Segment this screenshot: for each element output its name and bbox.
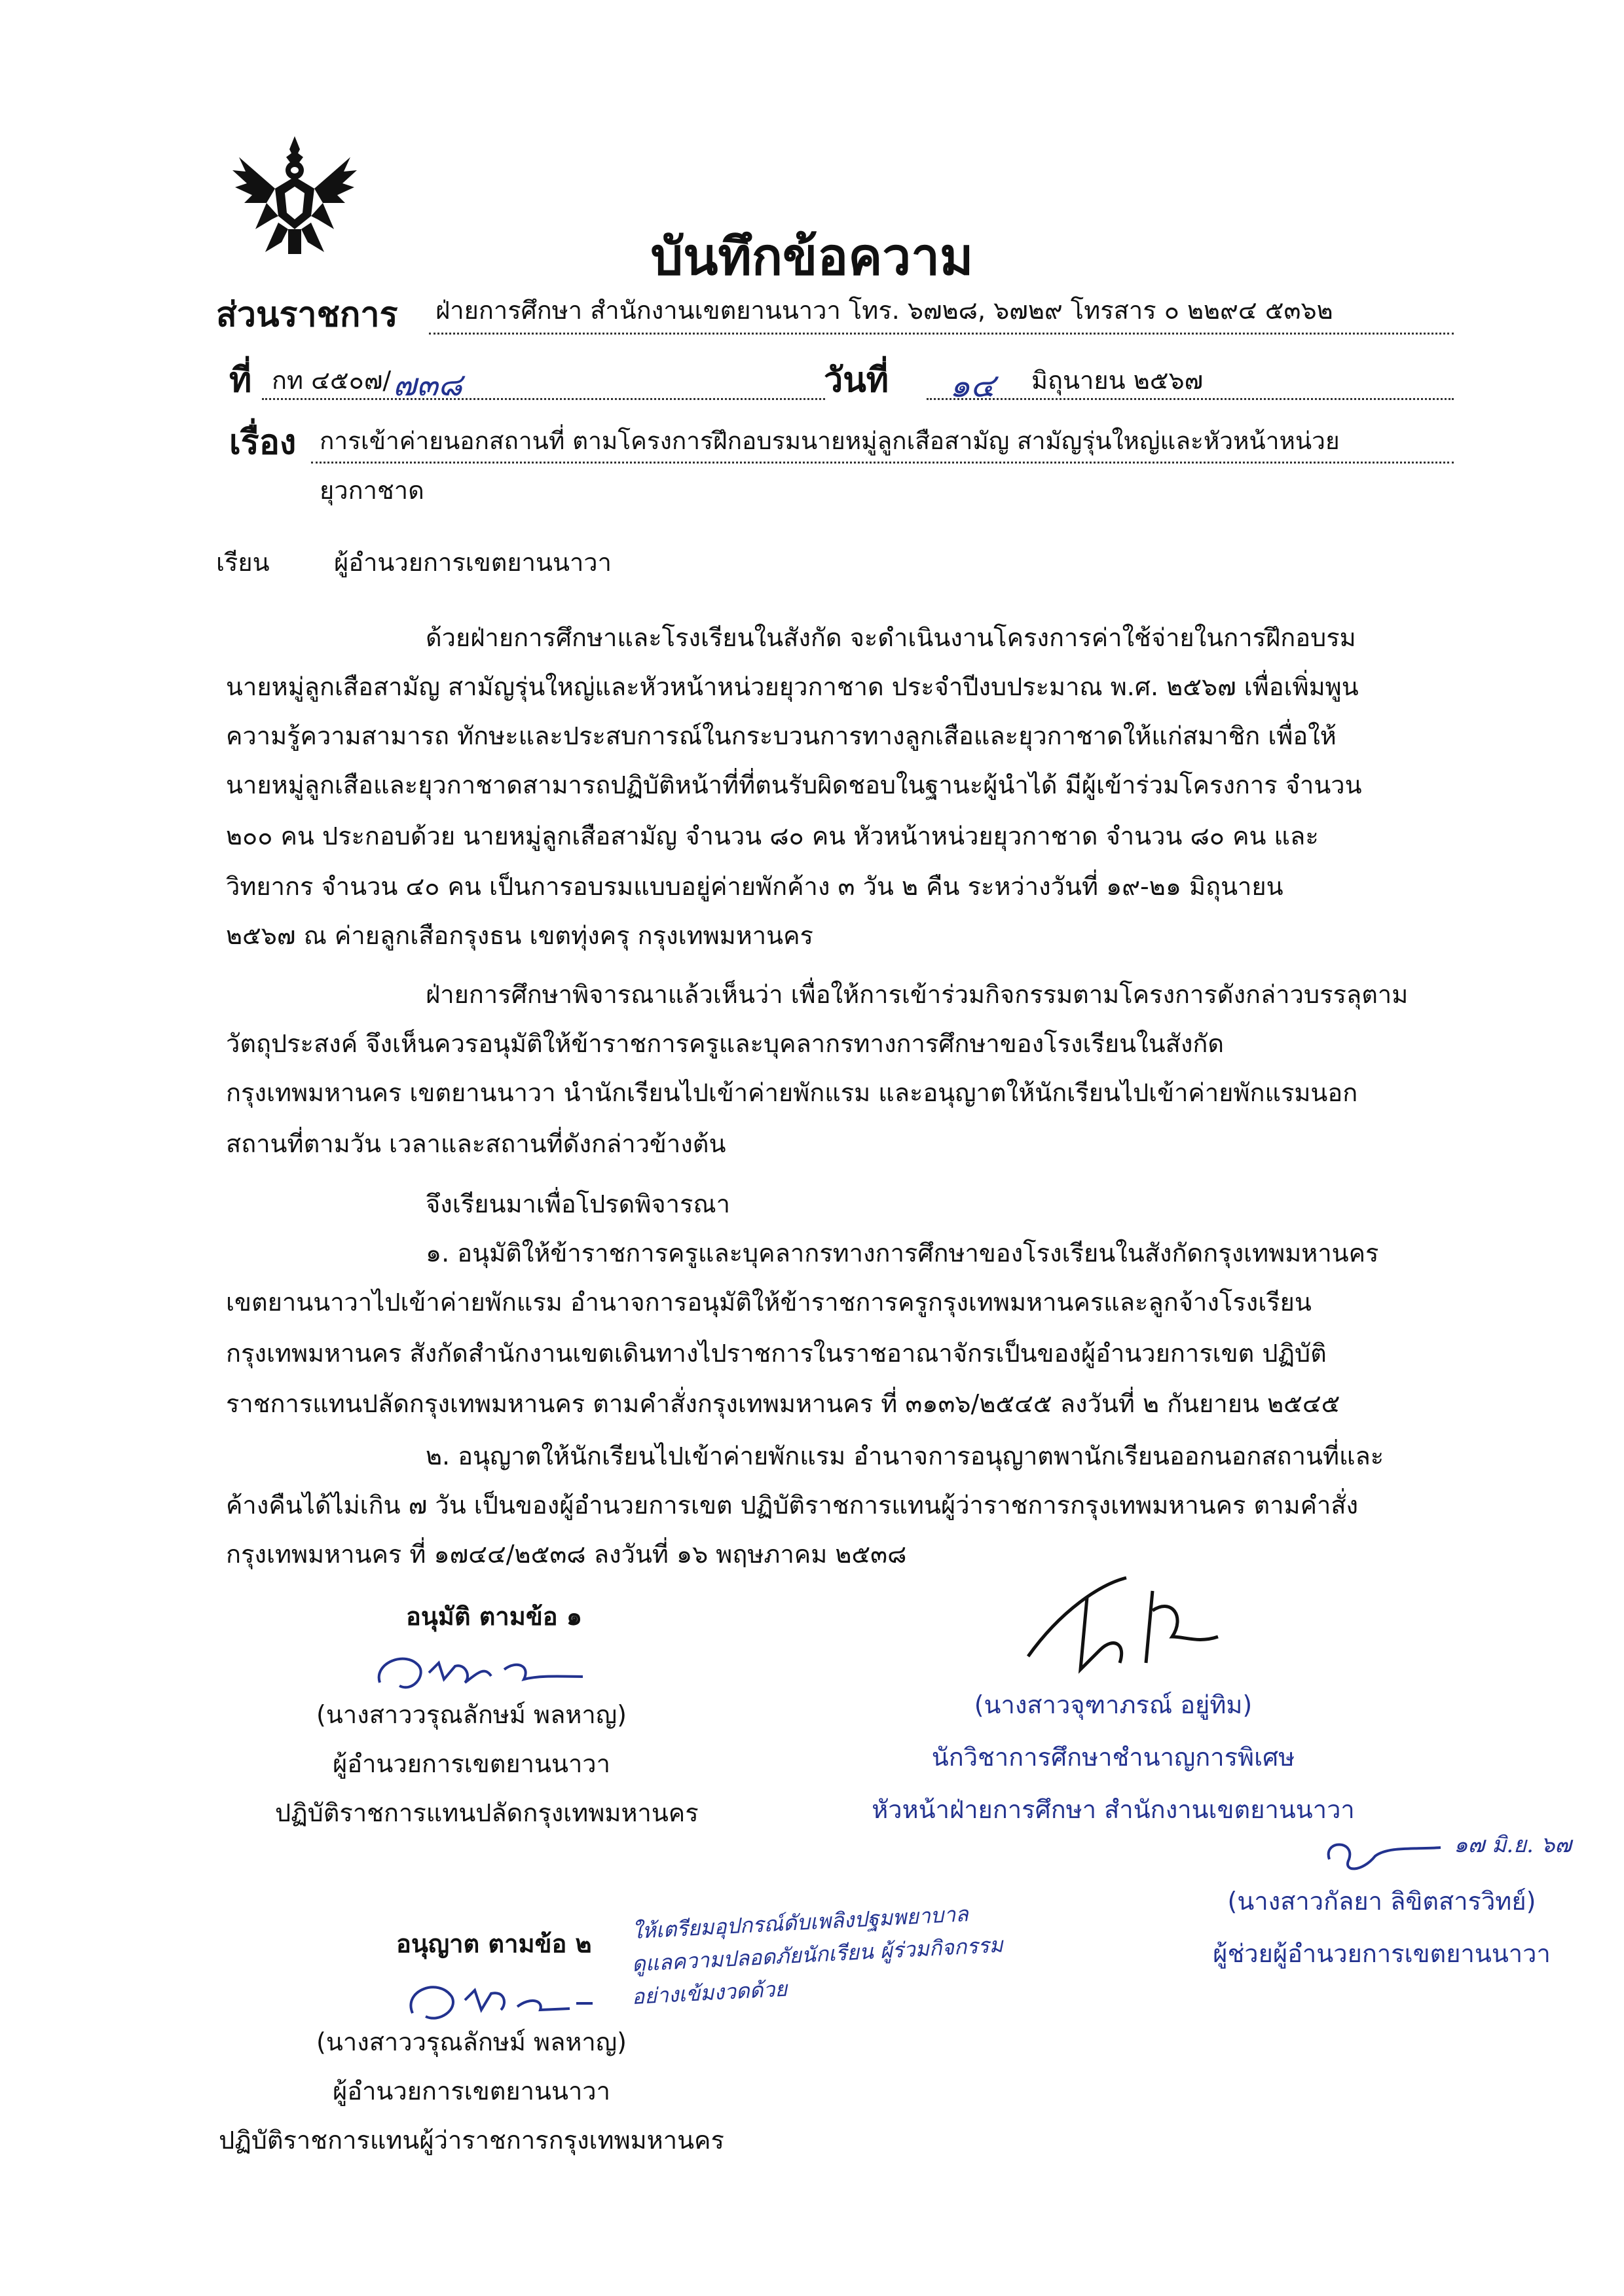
permitter-signature — [399, 1971, 596, 2030]
approve-label: อนุมัติ ตามข้อ ๑ — [406, 1602, 582, 1631]
para1-line: นายหมู่ลูกเสือสามัญ สามัญรุ่นใหญ่และหัวหน้าหน่วยยุวกาชาด ประจำปีงบประมาณ พ.ศ. ๒๕๖๗ เพื่อเพิ่มพูน — [226, 672, 1359, 701]
head-signature — [1022, 1571, 1231, 1689]
ref-prefix: กท ๔๕๐๗/ — [272, 366, 392, 395]
closing-line: จึงเรียนมาเพื่อโปรดพิจารณา — [426, 1190, 730, 1218]
item1-line: ราชการแทนปลัดกรุงเทพมหานคร ตามคำสั่งกรุงเทพมหานคร ที่ ๓๑๓๖/๒๕๔๕ ลงวันที่ ๒ กันยายน ๒๕๔๕ — [226, 1389, 1340, 1418]
permitter-name: (นางสาววรุณลักษม์ พลหาญ) — [316, 2028, 627, 2056]
para1-line: นายหมู่ลูกเสือและยุวกาชาดสามารถปฏิบัติหน้าที่ที่ตนรับผิดชอบในฐานะผู้นำได้ มีผู้เข้าร่วมโครงการ จำนวน — [226, 771, 1362, 799]
para1-line: วิทยากร จำนวน ๔๐ คน เป็นการอบรมแบบอยู่ค่ายพักค้าง ๓ วัน ๒ คืน ระหว่างวันที่ ๑๙-๒๑ มิถุนายน — [226, 872, 1283, 901]
item1-line: เขตยานนาวาไปเข้าค่ายพักแรม อำนาจการอนุมัติให้ข้าราชการครูกรุงเทพมหานครและลูกจ้างโรงเรียน — [226, 1288, 1312, 1317]
item2-line: กรุงเทพมหานคร ที่ ๑๗๔๔/๒๕๓๘ ลงวันที่ ๑๖ พฤษภาคม ๒๕๓๘ — [226, 1540, 907, 1569]
ref-number: ๗๓๘ — [393, 367, 462, 403]
item2-line: ๒. อนุญาตให้นักเรียนไปเข้าค่ายพักแรม อำนาจการอนุญาตพานักเรียนออกนอกสถานที่และ — [426, 1442, 1384, 1470]
agency-value: ฝ่ายการศึกษา สำนักงานเขตยานนาวา โทร. ๖๗๒๘, ๖๗๒๙ โทรสาร ๐ ๒๒๙๔ ๕๓๖๒ — [435, 296, 1333, 325]
subject-label: เรื่อง — [229, 423, 297, 462]
agency-label: ส่วนราชการ — [216, 295, 398, 335]
para2-line: ฝ่ายการศึกษาพิจารณาแล้วเห็นว่า เพื่อให้การเข้าร่วมกิจกรรมตามโครงการดังกล่าวบรรลุตาม — [426, 980, 1409, 1009]
para1-line: ๒๐๐ คน ประกอบด้วย นายหมู่ลูกเสือสามัญ จำนวน ๘๐ คน หัวหน้าหน่วยยุวกาชาด จำนวน ๘๐ คน และ — [226, 822, 1319, 850]
agency-dotline — [429, 333, 1454, 335]
item1-line: กรุงเทพมหานคร สังกัดสำนักงานเขตเดินทางไปราชการในราชอาณาจักรเป็นของผู้อำนวยการเขต ปฏิบัติ — [226, 1339, 1327, 1368]
assistant-title: ผู้ช่วยผู้อำนวยการเขตยานนาวา — [1213, 1939, 1551, 1968]
approver-title1: ผู้อำนวยการเขตยานนาวา — [333, 1749, 610, 1778]
ref-label: ที่ — [229, 361, 252, 400]
para2-line: สถานที่ตามวัน เวลาและสถานที่ดังกล่าวข้างต้น — [226, 1129, 726, 1158]
assistant-name: (นางสาวกัลยา ลิขิตสารวิทย์) — [1227, 1887, 1536, 1916]
head-title1: นักวิชาการศึกษาชำนาญการพิเศษ — [931, 1743, 1295, 1772]
date-rest: มิถุนายน ๒๕๖๗ — [1031, 366, 1204, 395]
to-value: ผู้อำนวยการเขตยานนาวา — [334, 548, 612, 577]
subject-dotline — [311, 462, 1454, 464]
to-label: เรียน — [216, 548, 270, 577]
para2-line: กรุงเทพมหานคร เขตยานนาวา นำนักเรียนไปเข้าค่ายพักแรม และอนุญาตให้นักเรียนไปเข้าค่ายพักแรมนอก — [226, 1078, 1358, 1107]
permitter-title1: ผู้อำนวยการเขตยานนาวา — [333, 2077, 610, 2105]
subject-line2: ยุวกาชาด — [320, 476, 424, 505]
ref-dotline — [262, 398, 825, 400]
handwritten-note-line: อย่างเข้มงวดด้วย — [631, 1976, 788, 2009]
para1-line: ๒๕๖๗ ณ ค่ายลูกเสือกรุงธน เขตทุ่งครุ กรุงเทพมหานคร — [226, 921, 813, 950]
para2-line: วัตถุประสงค์ จึงเห็นควรอนุมัติให้ข้าราชการครูและบุคลากรทางการศึกษาของโรงเรียนในสังกัด — [226, 1029, 1225, 1058]
para1-line: ความรู้ความสามารถ ทักษะและประสบการณ์ในกระบวนการทางลูกเสือและยุวกาชาดให้แก่สมาชิก เพื่อให้ — [226, 721, 1337, 750]
permit-label: อนุญาต ตามข้อ ๒ — [396, 1929, 592, 1958]
approver-title2: ปฏิบัติราชการแทนปลัดกรุงเทพมหานคร — [275, 1798, 699, 1827]
item1-line: ๑. อนุมัติให้ข้าราชการครูและบุคลากรทางการศึกษาของโรงเรียนในสังกัดกรุงเทพมหานคร — [426, 1239, 1379, 1267]
approver-signature — [367, 1647, 602, 1699]
date-dotline — [927, 398, 1454, 400]
handwritten-note-line: ให้เตรียมอุปกรณ์ดับเพลิงปฐมพยาบาล — [631, 1901, 969, 1944]
assistant-signature — [1316, 1833, 1447, 1886]
approver-name: (นางสาววรุณลักษม์ พลหาญ) — [316, 1700, 627, 1729]
handwritten-note-line: ดูแลความปลอดภัยนักเรียน ผู้ร่วมกิจกรรม — [631, 1932, 1004, 1977]
date-label: วันที่ — [824, 361, 889, 400]
subject-line1: การเข้าค่ายนอกสถานที่ ตามโครงการฝึกอบรมนายหมู่ลูกเสือสามัญ สามัญรุ่นใหญ่และหัวหน้าหน่วย — [320, 427, 1340, 455]
permitter-title2: ปฏิบัติราชการแทนผู้ว่าราชการกรุงเทพมหานคร — [219, 2126, 724, 2155]
date-day: ๑๔ — [950, 367, 995, 405]
head-name: (นางสาวจุฑาภรณ์ อยู่ทิม) — [974, 1690, 1253, 1719]
head-title2: หัวหน้าฝ่ายการศึกษา สำนักงานเขตยานนาวา — [872, 1795, 1355, 1824]
para1-line: ด้วยฝ่ายการศึกษาและโรงเรียนในสังกัด จะดำเนินงานโครงการค่าใช้จ่ายในการฝึกอบรม — [426, 623, 1356, 652]
item2-line: ค้างคืนได้ไม่เกิน ๗ วัน เป็นของผู้อำนวยการเขต ปฏิบัติราชการแทนผู้ว่าราชการกรุงเทพมหานคร ตามคำสั่ง — [226, 1491, 1359, 1520]
assistant-date: ๑๗ มิ.ย. ๖๗ — [1454, 1832, 1572, 1858]
document-title: บันทึกข้อความ — [650, 228, 974, 287]
